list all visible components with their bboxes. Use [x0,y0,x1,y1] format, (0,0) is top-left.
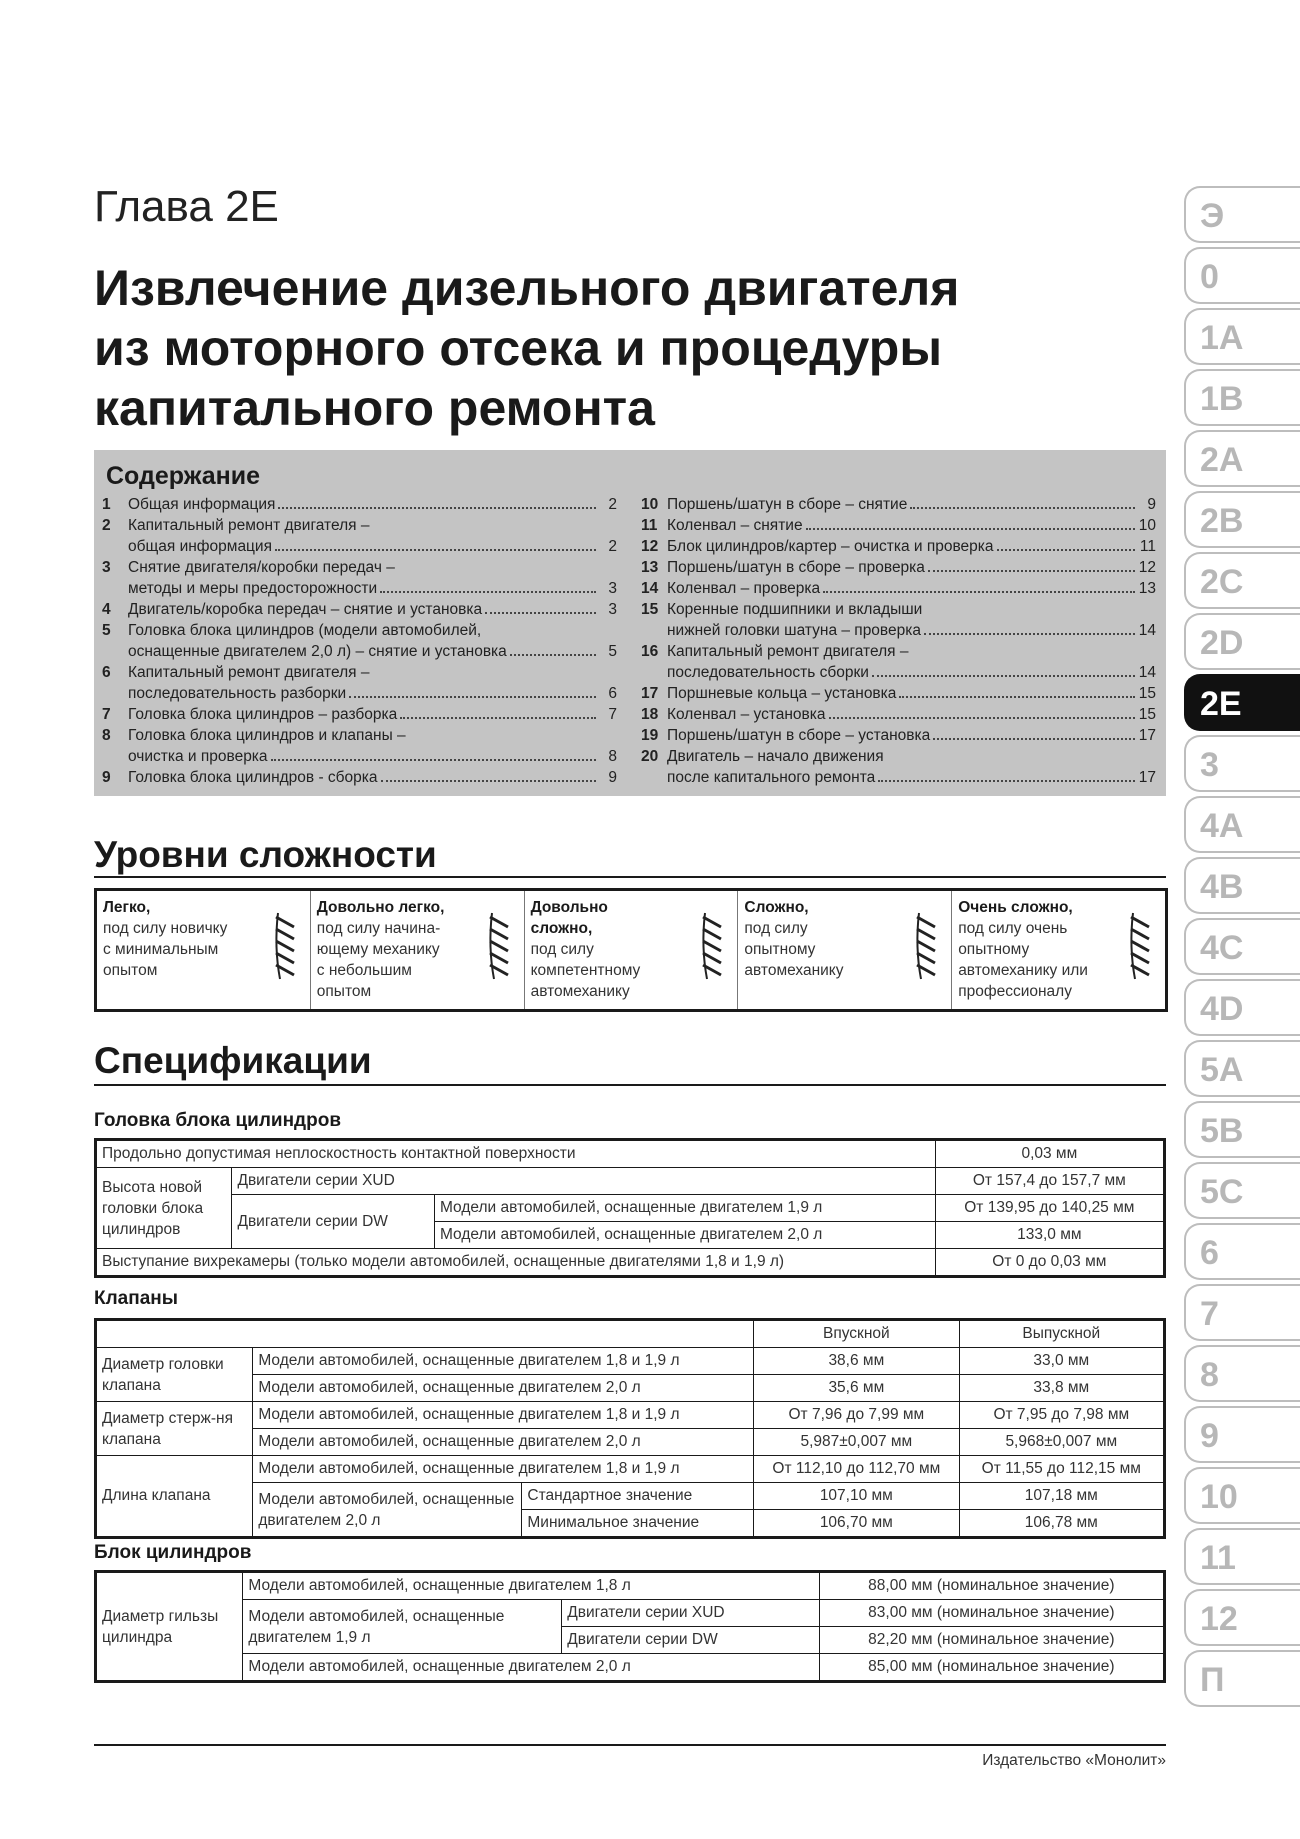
contents-item-number: 8 [102,727,111,744]
chapter-tabs [1184,186,1300,1711]
difficulty-text: с небольшим [316,962,412,979]
table-cell: От 157,4 до 157,7 мм [935,1168,1164,1195]
specs-rule [94,1084,1166,1086]
table-cell: 106,78 мм [959,1510,1164,1538]
table-cell: Двигатели серии DW [232,1195,435,1249]
contents-leader-dots [381,780,596,782]
difficulty-text: опытному [744,941,816,958]
spanner-icon [268,907,302,983]
table-cell: 38,6 мм [754,1348,960,1375]
contents-item [102,599,617,620]
contents-item-page: 14 [1138,622,1156,639]
chapter-title [94,258,1154,438]
contents-leader-dots [878,780,1135,782]
contents-item [641,599,1156,641]
table-cell: Двигатели серии XUD [232,1168,935,1195]
difficulty-text: опытному [958,941,1030,958]
chapter-tab-label: 4B [1200,868,1244,906]
contents-item [641,515,1156,536]
difficulty-text: под силу новичку [103,920,228,937]
contents-item-text: Головка блока цилиндров и клапаны – [128,727,406,744]
contents-leader-dots [829,717,1135,719]
contents-item-page: 12 [1138,559,1156,576]
difficulty-text: компетентному [530,962,641,979]
difficulty-level [738,891,952,1009]
contents-item [641,746,1156,788]
contents-item-text: Коленвал – установка [667,706,826,723]
table-cell: Длина клапана [96,1456,253,1538]
contents-item-number: 5 [102,622,111,639]
table-cell: Модели автомобилей, оснащенные двигателем 1,8 и 1,9 л [253,1456,754,1483]
difficulty-title: Легко, [103,899,151,916]
chapter-tab-10[interactable] [1184,1467,1300,1524]
contents-item-text: очистка и проверка [128,748,268,765]
difficulty-text: сложно, [530,920,593,937]
chapter-tab-label: 7 [1200,1295,1219,1333]
contents-item [641,725,1156,746]
contents-leader-dots [872,675,1135,677]
contents-item-text: Поршень/шатун в сборе – снятие [667,496,908,513]
footer-rule [94,1744,1166,1746]
contents-item-text: Поршневые кольца – установка [667,685,897,702]
chapter-tab-label: 5B [1200,1112,1244,1150]
chapter-tab-label: 1B [1200,380,1244,418]
contents-item-number: 15 [641,601,659,618]
contents-leader-dots [400,717,596,719]
contents-item-text: последовательность сборки [667,664,869,681]
difficulty-level [525,891,739,1009]
contents-item-page: 8 [608,748,617,765]
contents-item-page: 2 [608,538,617,555]
difficulty-text: автомеханику [530,983,630,1000]
chapter-tab-label: 4C [1200,929,1244,967]
chapter-tab-label: 6 [1200,1234,1219,1272]
table-cell: 33,8 мм [959,1375,1164,1402]
contents-item-number: 17 [641,685,659,702]
contents-item-page: 7 [608,706,617,723]
table-cell: 107,10 мм [754,1483,960,1510]
contents-leader-dots [806,528,1135,530]
specs-heading: Спецификации [94,1040,372,1081]
table-cell: Минимальное значение [522,1510,754,1538]
chapter-tab-label: 2D [1200,624,1244,662]
contents-item-text: Снятие двигателя/коробки передач – [128,559,395,576]
contents-item [102,662,617,704]
chapter-tab-0[interactable] [1184,247,1300,304]
table-cell: 0,03 мм [935,1140,1164,1168]
table-cell: Модели автомобилей, оснащенные двигателем 2,0 л [253,1429,754,1456]
chapter-tab-label: 0 [1200,258,1219,296]
chapter-tab-label: П [1200,1661,1225,1699]
difficulty-title: Очень сложно, [958,899,1073,916]
contents-item-page: 15 [1138,685,1156,702]
contents-leader-dots [349,696,596,698]
table-cell: Модели автомобилей, оснащенные двигателем 2,0 л [253,1483,522,1538]
contents-item-number: 12 [641,538,659,555]
table-row [96,1572,1165,1600]
contents-leader-dots [924,633,1135,635]
contents-leader-dots [271,759,596,761]
contents-item-number: 11 [641,517,658,534]
contents-heading: Содержание [106,462,261,490]
chapter-tab-4c[interactable] [1184,918,1300,975]
contents-item-text: Общая информация [128,496,276,513]
difficulty-text: опытом [103,962,158,979]
table-cell: От 7,96 до 7,99 мм [754,1402,960,1429]
chapter-tab-э[interactable] [1184,186,1300,243]
difficulty-title: Довольно [530,899,608,916]
contents-item-text: общая информация [128,538,272,555]
table-cell: 85,00 мм (номинальное значение) [819,1654,1164,1682]
contents-box [94,450,1166,796]
contents-item [641,683,1156,704]
contents-item-number: 1 [102,496,111,513]
table-row [96,1600,1165,1627]
contents-item-text: Поршень/шатун в сборе – проверка [667,559,925,576]
table-row [96,1168,1165,1195]
column-header: Выпускной [959,1320,1164,1348]
difficulty-levels [94,888,1168,1012]
chapter-tab-label: 9 [1200,1417,1219,1455]
table-cell: Диаметр гильзы цилиндра [96,1572,243,1682]
contents-item-number: 19 [641,727,659,744]
table-cell: 83,00 мм (номинальное значение) [819,1600,1164,1627]
difficulty-text: под силу [744,920,808,937]
chapter-tab-2a[interactable] [1184,430,1300,487]
contents-item [102,620,617,662]
contents-item-number: 4 [102,601,111,618]
table-row [96,1375,1165,1402]
contents-item-page: 17 [1138,769,1156,786]
contents-item-text: Блок цилиндров/картер – очистка и проверка [667,538,994,555]
contents-item-page: 5 [608,643,617,660]
table-cell: Диаметр стерж-ня клапана [96,1402,253,1456]
difficulty-heading: Уровни сложности [94,834,437,875]
difficulty-level [952,891,1165,1009]
difficulty-text: под силу [530,941,594,958]
contents-item-text: Капитальный ремонт двигателя – [667,643,909,660]
publisher: Издательство «Монолит» [982,1752,1166,1769]
chapter-tab-2b[interactable] [1184,491,1300,548]
contents-item [641,704,1156,725]
table-cell: Модели автомобилей, оснащенные двигателем 1,9 л [434,1195,935,1222]
contents-item-text: Коленвал – проверка [667,580,821,597]
table-cell: 35,6 мм [754,1375,960,1402]
contents-leader-dots [910,507,1135,509]
table-cell: 5,987±0,007 мм [754,1429,960,1456]
table-cell: 107,18 мм [959,1483,1164,1510]
table-cell: 33,0 мм [959,1348,1164,1375]
table-cell: От 112,10 до 112,70 мм [754,1456,960,1483]
chapter-tab-2c[interactable] [1184,552,1300,609]
contents-item-page: 3 [608,580,617,597]
chapter-tab-9[interactable] [1184,1406,1300,1463]
contents-item-number: 10 [641,496,659,513]
head-block-heading: Головка блока цилиндров [94,1110,341,1131]
contents-item-number: 6 [102,664,111,681]
spanner-icon [482,907,516,983]
contents-item-text: Поршень/шатун в сборе – установка [667,727,931,744]
contents-item-text: Капитальный ремонт двигателя – [128,517,370,534]
contents-item [102,767,617,788]
head-block-table [94,1138,1166,1278]
table-cell: Модели автомобилей, оснащенные двигателем 2,0 л [243,1654,819,1682]
chapter-tab-11[interactable] [1184,1528,1300,1585]
contents-item [102,725,617,767]
chapter-tab-8[interactable] [1184,1345,1300,1402]
table-cell: От 139,95 до 140,25 мм [935,1195,1164,1222]
contents-item-number: 7 [102,706,111,723]
table-row [96,1320,1165,1348]
contents-item [102,704,617,725]
contents-item [102,557,617,599]
chapter-tab-label: 12 [1200,1600,1238,1638]
chapter-tab-4b[interactable] [1184,857,1300,914]
column-header: Впускной [754,1320,960,1348]
contents-right-column [641,494,1156,788]
table-row [96,1456,1165,1483]
chapter-tab-label: 10 [1200,1478,1238,1516]
contents-item-page: 10 [1138,517,1156,534]
contents-item-page: 9 [608,769,617,786]
title-line: Извлечение дизельного двигателя [94,260,960,316]
difficulty-title: Довольно легко, [316,899,445,916]
contents-item-number: 14 [641,580,659,597]
difficulty-text: под силу очень [958,920,1068,937]
valves-heading: Клапаны [94,1288,178,1309]
chapter-tab-label: 4A [1200,807,1244,845]
table-cell: Модели автомобилей, оснащенные двигателем 1,8 и 1,9 л [253,1348,754,1375]
chapter-label: Глава 2E [94,182,279,231]
chapter-tab-label: 8 [1200,1356,1219,1394]
difficulty-title: Сложно, [744,899,809,916]
contents-item [641,557,1156,578]
table-cell: 88,00 мм (номинальное значение) [819,1572,1164,1600]
chapter-tab-label: 4D [1200,990,1244,1028]
table-row [96,1195,1165,1222]
chapter-tab-label: 2E [1200,685,1242,723]
chapter-tab-label: 5C [1200,1173,1244,1211]
contents-leader-dots [275,549,596,551]
contents-item-page: 14 [1138,664,1156,681]
difficulty-text: опытом [316,983,372,1000]
contents-leader-dots [997,549,1135,551]
spanner-icon [695,907,729,983]
contents-leader-dots [278,507,596,509]
contents-item-text: оснащенные двигателем 2,0 л) – снятие и установка [128,643,507,660]
difficulty-text: профессионалу [958,983,1072,1000]
difficulty-rule [94,876,1166,878]
chapter-tab-1a[interactable] [1184,308,1300,365]
chapter-tab-3[interactable] [1184,735,1300,792]
table-row [96,1429,1165,1456]
valves-table [94,1318,1166,1539]
chapter-tab-label: 3 [1200,746,1219,784]
chapter-tab-label: Э [1200,197,1225,235]
difficulty-text: под силу начина- [316,920,441,937]
contents-leader-dots [899,696,1135,698]
difficulty-text: с минимальным [103,941,219,958]
difficulty-text: ющему механику [316,941,440,958]
block-table [94,1570,1166,1683]
contents-item [102,494,617,515]
table-cell [96,1320,754,1348]
contents-item-text: нижней головки шатуна – проверка [667,622,921,639]
contents-item [641,536,1156,557]
table-cell: От 0 до 0,03 мм [935,1249,1164,1277]
contents-item-page: 2 [608,496,617,513]
chapter-tab-label: 1A [1200,319,1244,357]
table-row [96,1348,1165,1375]
spanner-icon [1123,907,1157,983]
table-row [96,1249,1165,1277]
chapter-tab-4d[interactable] [1184,979,1300,1036]
table-cell: Продольно допустимая неплоскостность контактной поверхности [96,1140,936,1168]
contents-item-text: Двигатель – начало движения [667,748,884,765]
contents-item-page: 11 [1139,538,1156,555]
table-cell: От 11,55 до 112,15 мм [959,1456,1164,1483]
chapter-tab-5c[interactable] [1184,1162,1300,1219]
chapter-tab-label: 2C [1200,563,1244,601]
contents-item [641,578,1156,599]
chapter-tab-5b[interactable] [1184,1101,1300,1158]
difficulty-text: автомеханику [744,962,844,979]
contents-item [641,494,1156,515]
contents-item-text: последовательность разборки [128,685,347,702]
table-cell: Модели автомобилей, оснащенные двигателем 2,0 л [253,1375,754,1402]
table-cell: 106,70 мм [754,1510,960,1538]
table-cell: Стандартное значение [522,1483,754,1510]
chapter-tab-label: 2B [1200,502,1244,540]
contents-item-number: 9 [102,769,111,786]
title-line: из моторного отсека и процедуры [94,320,943,376]
table-cell: Двигатели серии DW [562,1627,820,1654]
contents-item-number: 2 [102,517,111,534]
contents-item-text: после капитального ремонта [667,769,876,786]
chapter-tab-п[interactable] [1184,1650,1300,1707]
chapter-tab-label: 11 [1200,1539,1236,1577]
contents-item [641,641,1156,683]
contents-item-number: 16 [641,643,659,660]
contents-item-text: Головка блока цилиндров – разборка [128,706,398,723]
chapter-tab-2e[interactable] [1184,674,1300,731]
contents-leader-dots [485,612,596,614]
contents-item-text: Головка блока цилиндров - сборка [128,769,378,786]
table-cell: Модели автомобилей, оснащенные двигателем 2,0 л [434,1222,935,1249]
contents-item-number: 18 [641,706,659,723]
contents-item [102,515,617,557]
chapter-tab-5a[interactable] [1184,1040,1300,1097]
difficulty-level [97,891,311,1009]
table-cell: Высота новой головки блока цилиндров [96,1168,232,1249]
chapter-tab-label: 2A [1200,441,1244,479]
contents-leader-dots [380,591,596,593]
chapter-tab-12[interactable] [1184,1589,1300,1646]
title-line: капитального ремонта [94,380,655,436]
table-row [96,1654,1165,1682]
contents-item-text: Головка блока цилиндров (модели автомобилей, [128,622,482,639]
contents-item-text: Коленвал – снятие [667,517,803,534]
chapter-tab-4a[interactable] [1184,796,1300,853]
table-cell: Выступание вихрекамеры (только модели автомобилей, оснащенные двигателями 1,8 и 1,9 л) [96,1249,936,1277]
table-cell: Двигатели серии XUD [562,1600,820,1627]
table-cell: Модели автомобилей, оснащенные двигателем 1,8 и 1,9 л [253,1402,754,1429]
block-heading: Блок цилиндров [94,1542,252,1563]
spanner-icon [909,907,943,983]
table-cell: 5,968±0,007 мм [959,1429,1164,1456]
table-row [96,1483,1165,1510]
table-cell: Модели автомобилей, оснащенные двигателем 1,8 л [243,1572,819,1600]
contents-item-text: методы и меры предосторожности [128,580,378,597]
difficulty-level [311,891,525,1009]
contents-item-page: 6 [608,685,617,702]
contents-item-text: Двигатель/коробка передач – снятие и установка [128,601,483,618]
chapter-tab-6[interactable] [1184,1223,1300,1280]
contents-item-page: 3 [608,601,617,618]
table-cell: 82,20 мм (номинальное значение) [819,1627,1164,1654]
table-cell: Модели автомобилей, оснащенные двигателем 1,9 л [243,1600,562,1654]
table-cell: От 7,95 до 7,98 мм [959,1402,1164,1429]
contents-leader-dots [823,591,1135,593]
contents-item-text: Коренные подшипники и вкладыши [667,601,923,618]
contents-item-number: 13 [641,559,659,576]
table-row [96,1402,1165,1429]
contents-item-page: 15 [1138,706,1156,723]
table-cell: Диаметр головки клапана [96,1348,253,1402]
difficulty-text: автомеханику или [958,962,1088,979]
contents-item-page: 17 [1138,727,1156,744]
chapter-tab-1b[interactable] [1184,369,1300,426]
contents-item-page: 9 [1147,496,1156,513]
chapter-tab-7[interactable] [1184,1284,1300,1341]
contents-leader-dots [928,570,1135,572]
contents-leader-dots [933,738,1135,740]
contents-item-number: 20 [641,748,659,765]
contents-item-text: Капитальный ремонт двигателя – [128,664,370,681]
chapter-tab-2d[interactable] [1184,613,1300,670]
table-row [96,1140,1165,1168]
contents-item-page: 13 [1138,580,1156,597]
contents-item-number: 3 [102,559,111,576]
contents-left-column [102,494,617,788]
chapter-tab-label: 5A [1200,1051,1244,1089]
contents-leader-dots [510,654,596,656]
table-cell: 133,0 мм [935,1222,1164,1249]
